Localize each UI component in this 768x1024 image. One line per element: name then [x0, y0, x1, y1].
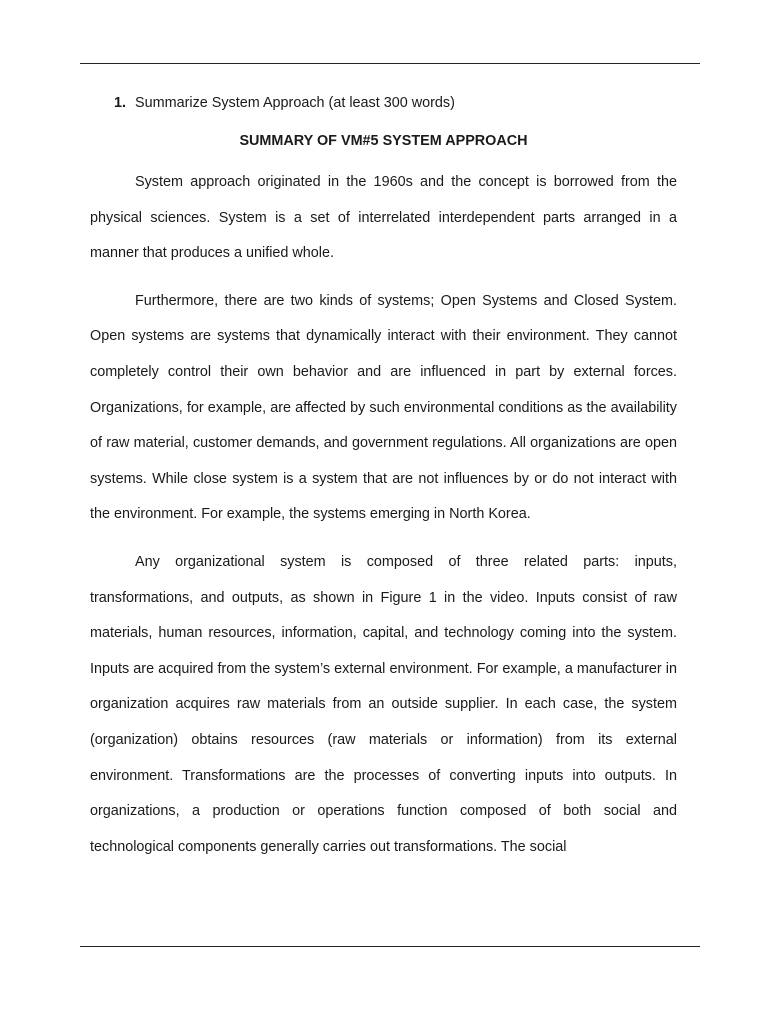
question-number: 1.: [114, 95, 127, 111]
paragraph-system-types: Furthermore, there are two kinds of systems; Open Systems and Closed System. Open systems are systems that dynamically interact with their environment. They cannot completely control their own behavior and are influenced in part by external forces. Organizations, for example, are affected by such environmental conditions as the availability of raw material, customer demands, and government regulations. All organizations are open systems. While close system is a system that are not influences by or do not interact with the environment. For example, the systems emerging in North Korea.: [90, 292, 677, 523]
question-text: Summarize System Approach (at least 300 words): [135, 95, 455, 111]
header-rule: [80, 63, 700, 64]
document-body: [90, 90, 677, 865]
paragraph-intro: System approach originated in the 1960s and the concept is borrowed from the physical sciences. System is a set of interrelated interdependent parts arranged in a manner that produces a unified whole.: [90, 174, 677, 262]
footer-rule: [80, 946, 700, 947]
paragraph-components: Any organizational system is composed of three related parts: inputs, transformations, and outputs, as shown in Figure 1 in the video. Inputs consist of raw materials, human resources, information, capital, and technology coming into the system. Inputs are acquired from the system’s external environment. For example, a manufacturer in organization acquires raw materials from an outside supplier. In each case, the system (organization) obtains resources (raw materials or information) from its external environment. Transformations are the processes of converting inputs into outputs. In organizations, a production or operations function composed of both social and technological components generally carries out transformations. The social: [90, 553, 677, 855]
question-item: [90, 90, 677, 116]
document-title: SUMMARY OF VM#5 SYSTEM APPROACH: [239, 133, 528, 149]
